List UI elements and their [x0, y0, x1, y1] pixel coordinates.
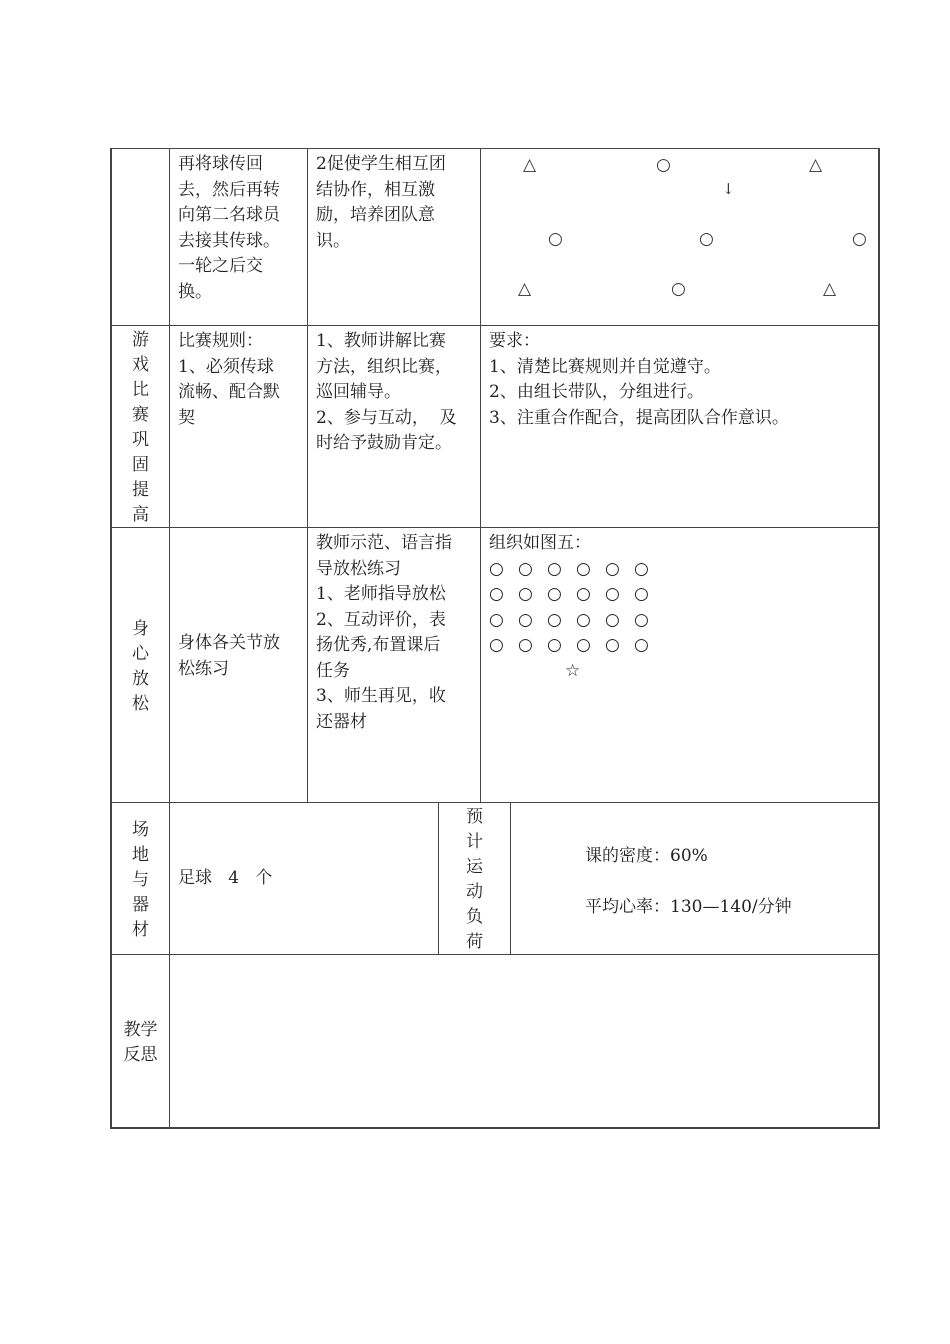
row4-label-cell [112, 818, 169, 948]
student-circle-icon: ○ [547, 584, 562, 604]
text-line: 1、清楚比赛规则并自觉遵守。 [489, 356, 721, 377]
row2-rules-cell [170, 326, 307, 527]
row1-goal-cell [308, 149, 480, 325]
label-line: 教学 [123, 1020, 158, 1040]
label-char: 心 [132, 644, 149, 664]
equipment-cell [170, 866, 438, 896]
label-char: 身 [132, 619, 149, 639]
student-circle-icon: ○ [576, 584, 591, 604]
text-line: 教师示范、语言指 [316, 533, 452, 553]
load-values-cell [585, 844, 875, 924]
student-circle-icon: ○ [547, 635, 562, 655]
circle-icon: ○ [852, 229, 867, 249]
formation-title: 组织如图五： [489, 533, 591, 553]
student-circle-icon: ○ [576, 558, 591, 579]
reflection-content-cell [170, 955, 878, 1127]
circle-icon: ○ [671, 279, 686, 299]
triangle-icon: △ [523, 155, 537, 175]
text-line: 松练习 [178, 658, 229, 679]
triangle-icon: △ [823, 279, 837, 299]
label-char: 场 [132, 820, 149, 840]
student-circle-icon: ○ [489, 635, 504, 655]
load-label-cell [439, 805, 510, 955]
density-text: 课的密度：60% [585, 846, 708, 866]
triangle-icon: △ [518, 279, 532, 299]
arrow-down-icon: ↓ [722, 180, 735, 198]
label-char: 巩 [132, 430, 149, 450]
student-circle-icon: ○ [547, 609, 562, 630]
student-circle-icon: ○ [605, 558, 620, 579]
text-line: 1、教师讲解比赛 [316, 331, 446, 351]
row3-label-cell [112, 617, 169, 727]
student-circle-icon: ○ [489, 558, 504, 579]
triangle-icon: △ [809, 155, 823, 175]
row1-method-cell [170, 149, 307, 325]
text-line: 任务 [316, 660, 350, 681]
student-circle-icon: ○ [547, 558, 562, 579]
row3-teacher-cell [308, 528, 480, 802]
text-line: 1、老师指导放松 [316, 584, 446, 604]
formation-row [489, 608, 870, 634]
student-circle-icon: ○ [634, 558, 649, 579]
text-line: 3、注重合作配合，提高团队合作意识。 [489, 407, 789, 428]
label-char: 荷 [466, 932, 483, 952]
student-circle-icon: ○ [576, 635, 591, 655]
label-char: 运 [466, 857, 483, 877]
text-line: 方法，组织比赛， [316, 356, 452, 377]
formation-row [489, 557, 870, 583]
label-char: 赛 [132, 405, 149, 425]
label-char: 器 [132, 895, 149, 915]
text-line: 身体各关节放 [178, 633, 280, 653]
student-circle-icon: ○ [634, 609, 649, 630]
row2-requirements-cell [481, 326, 878, 527]
student-circle-icon: ○ [634, 635, 649, 655]
text-line: 换。 [178, 281, 212, 302]
text-line: 一轮之后交 [178, 256, 263, 276]
row2-label-cell [112, 328, 169, 527]
text-line: 导放松练习 [316, 558, 401, 579]
student-circle-icon: ○ [634, 584, 649, 604]
student-circle-icon: ○ [518, 635, 533, 655]
text-line: 去，然后再转 [178, 179, 280, 200]
table-right-border [878, 148, 880, 1129]
student-circle-icon: ○ [605, 584, 620, 604]
text-line: 去接其传球。 [178, 230, 280, 251]
label-char: 比 [132, 380, 149, 400]
label-char: 松 [132, 694, 149, 714]
teacher-star-icon: ☆ [565, 660, 581, 681]
label-char: 材 [132, 920, 149, 940]
label-char: 戏 [132, 355, 149, 375]
label-char: 地 [132, 845, 149, 865]
text-line: 3、师生再见，收 [316, 686, 446, 706]
text-line: 向第二名球员 [178, 205, 280, 225]
student-circle-icon: ○ [489, 584, 504, 604]
row-separator-3 [110, 802, 880, 803]
col-separator-load-right [510, 802, 511, 954]
text-line: 2、由组长带队，分组进行。 [489, 382, 704, 402]
text-line: 比赛规则： [178, 331, 263, 351]
label-char: 预 [466, 807, 483, 827]
text-line: 2、互动评价，表 [316, 609, 446, 630]
table-bottom-border [110, 1127, 880, 1129]
row3-formation-cell [481, 528, 878, 802]
text-line: 要求： [489, 331, 540, 351]
student-circle-icon: ○ [605, 635, 620, 655]
student-circle-icon: ○ [489, 609, 504, 630]
label-char: 与 [132, 870, 149, 890]
text-line: 流畅、配合默 [178, 382, 280, 402]
student-circle-icon: ○ [518, 609, 533, 630]
label-char: 计 [466, 832, 483, 852]
label-char: 固 [132, 455, 149, 475]
text-line: 还器材 [316, 711, 367, 732]
circle-icon: ○ [699, 229, 714, 249]
heart-rate-text: 平均心率：130—140/分钟 [585, 896, 792, 917]
row3-content-cell [170, 627, 307, 687]
text-line: 识。 [316, 230, 350, 251]
circle-icon: ○ [548, 229, 563, 249]
formation-row [489, 633, 870, 659]
text-line: 契 [178, 407, 195, 428]
label-char: 游 [132, 330, 149, 350]
label-char: 提 [132, 480, 149, 500]
label-line: 反思 [123, 1045, 158, 1065]
student-circle-icon: ○ [576, 609, 591, 630]
student-circle-icon: ○ [518, 584, 533, 604]
text-line: 时给予鼓励肯定。 [316, 433, 452, 453]
student-circle-icon: ○ [605, 609, 620, 630]
reflection-label-cell [112, 1018, 169, 1073]
label-char: 放 [132, 669, 149, 689]
text-line: 励，培养团队意 [316, 205, 435, 225]
label-char: 动 [466, 882, 483, 902]
teacher-row [489, 659, 870, 685]
text-line: 1、必须传球 [178, 356, 274, 377]
student-circle-icon: ○ [518, 558, 533, 579]
formation-row [489, 582, 870, 608]
equipment-text: 足球 4 个 [178, 868, 273, 888]
text-line: 巡回辅导。 [316, 382, 401, 402]
row1-diagram-cell [481, 149, 878, 325]
text-line: 2促使学生相互团 [316, 154, 446, 174]
text-line: 扬优秀,布置课后 [316, 635, 441, 655]
row2-teacher-cell [308, 326, 480, 527]
text-line: 2、参与互动， 及 [316, 407, 457, 428]
label-char: 负 [466, 907, 483, 927]
text-line: 结协作，相互激 [316, 179, 435, 200]
circle-icon: ○ [656, 155, 671, 175]
text-line: 再将球传回 [178, 154, 263, 174]
label-char: 高 [132, 505, 149, 525]
